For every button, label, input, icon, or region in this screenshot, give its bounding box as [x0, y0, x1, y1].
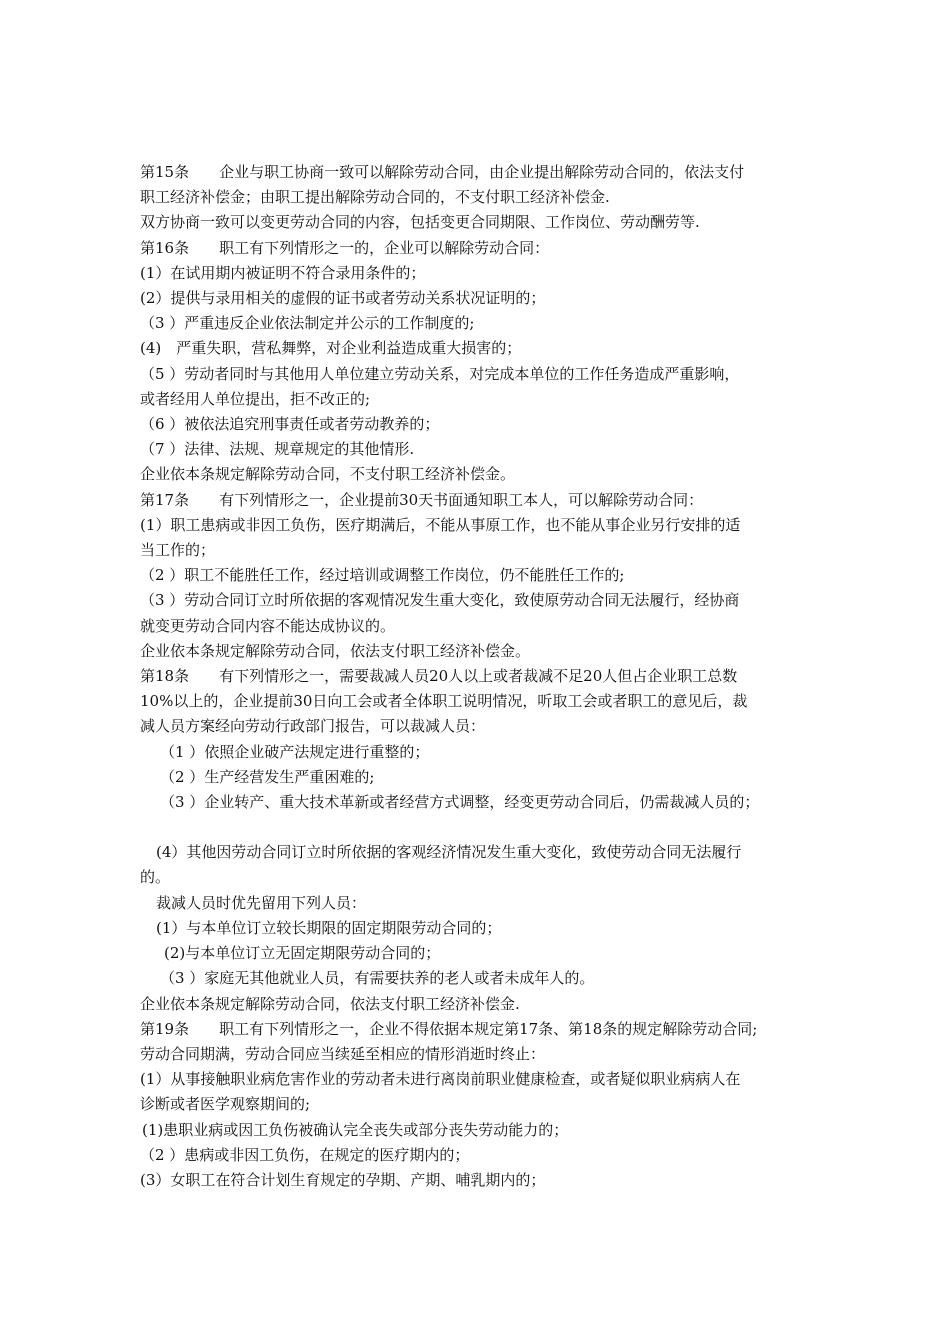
- text-line: （1 ）依照企业破产法规定进行重整的；: [160, 742, 430, 761]
- text-line: 企业依本条规定解除劳动合同，不支付职工经济补偿金。: [140, 465, 516, 484]
- text-line: 第19条 职工有下列情形之一，企业不得依据本规定第17条、第18条的规定解除劳动合同;: [140, 1019, 758, 1038]
- text-line: （7 ）法律、法规、规章规定的其他情形.: [140, 440, 415, 459]
- text-line: 就变更劳动合同内容不能达成协议的。: [140, 616, 396, 635]
- text-line: 的。: [140, 868, 171, 887]
- text-line: (2)与本单位订立无固定期限劳动合同的；: [164, 944, 441, 963]
- text-line: （2 ）患病或非因工负伤，在规定的医疗期内的；: [140, 1145, 470, 1164]
- text-line: 劳动合同期满，劳动合同应当续延至相应的情形消逝时终止：: [140, 1044, 546, 1063]
- text-line: (1）与本单位订立较长期限的固定期限劳动合同的；: [156, 918, 502, 937]
- text-line: (4) 严重失职，营私舞弊，对企业利益造成重大损害的；: [140, 339, 522, 358]
- text-line: （5 ）劳动者同时与其他用人单位建立劳动关系，对完成本单位的工作任务造成严重影响，: [140, 364, 740, 383]
- text-line: 10%以上的，企业提前30日向工会或者全体职工说明情况，听取工会或者职工的意见后，裁: [140, 692, 748, 711]
- text-line: （3 ）严重违反企业依法制定并公示的工作制度的;: [140, 314, 475, 333]
- text-line: 第17条 有下列情形之一，企业提前30天书面通知职工本人，可以解除劳动合同：: [140, 490, 704, 509]
- text-line: 企业依本条规定解除劳动合同，依法支付职工经济补偿金.: [140, 994, 520, 1013]
- text-line: （2 ）职工不能胜任工作，经过培训或调整工作岗位，仍不能胜任工作的;: [140, 566, 625, 585]
- text-line: 第18条 有下列情形之一，需要裁减人员20人以上或者裁减不足20人但占企业职工总数: [140, 667, 738, 686]
- text-line: 当工作的；: [140, 541, 216, 560]
- document-page: [140, 160, 820, 1193]
- text-line: (1）从事接触职业病危害作业的劳动者未进行离岗前职业健康检查，或者疑似职业病病人在: [140, 1070, 741, 1089]
- text-line: (1）在试用期内被证明不符合录用条件的；: [140, 263, 426, 282]
- text-line: (1）职工患病或非因工负伤，医疗期满后，不能从事原工作，也不能从事企业另行安排的适: [140, 515, 741, 534]
- text-line: 减人员方案经向劳动行政部门报告，可以裁减人员：: [140, 717, 486, 736]
- text-line: 双方协商一致可以变更劳动合同的内容，包括变更合同期限、工作岗位、劳动酬劳等.: [140, 213, 700, 232]
- text-line: （3 ）企业转产、重大技术革新或者经营方式调整，经变更劳动合同后，仍需裁减人员的；: [160, 793, 760, 812]
- text-line: 或者经用人单位提出，拒不改正的;: [140, 389, 371, 408]
- text-line: 诊断或者医学观察期间的;: [140, 1095, 311, 1114]
- text-line: （3 ）劳动合同订立时所依据的客观情况发生重大变化，致使原劳动合同无法履行，经协商: [140, 591, 740, 610]
- text-line: （3 ）家庭无其他就业人员，有需要扶养的老人或者未成年人的。: [160, 969, 595, 988]
- text-line: （6 ）被依法追究刑事责任或者劳动教养的；: [140, 415, 440, 434]
- text-line: 企业依本条规定解除劳动合同，依法支付职工经济补偿金。: [140, 641, 531, 660]
- text-line: (2）提供与录用相关的虚假的证书或者劳动关系状况证明的；: [140, 289, 546, 308]
- text-line: (3）女职工在符合计划生育规定的孕期、产期、哺乳期内的；: [140, 1170, 546, 1189]
- text-line: （2 ）生产经营发生严重困难的;: [160, 767, 375, 786]
- text-line: 职工经济补偿金；由职工提出解除劳动合同的，不支付职工经济补偿金.: [140, 188, 610, 207]
- text-line: 第15条 企业与职工协商一致可以解除劳动合同，由企业提出解除劳动合同的，依法支付: [140, 163, 745, 181]
- text-line: 裁减人员时优先留用下列人员：: [156, 893, 367, 912]
- text-line: 第16条 职工有下列情形之一的，企业可以解除劳动合同：: [140, 238, 550, 257]
- paragraph-gap: [140, 815, 820, 840]
- text-line: (4）其他因劳动合同订立时所依据的客观经济情况发生重大变化，致使劳动合同无法履行: [156, 843, 742, 862]
- text-line: (1)患职业病或因工负伤被确认完全丧失或部分丧失劳动能力的；: [142, 1120, 569, 1139]
